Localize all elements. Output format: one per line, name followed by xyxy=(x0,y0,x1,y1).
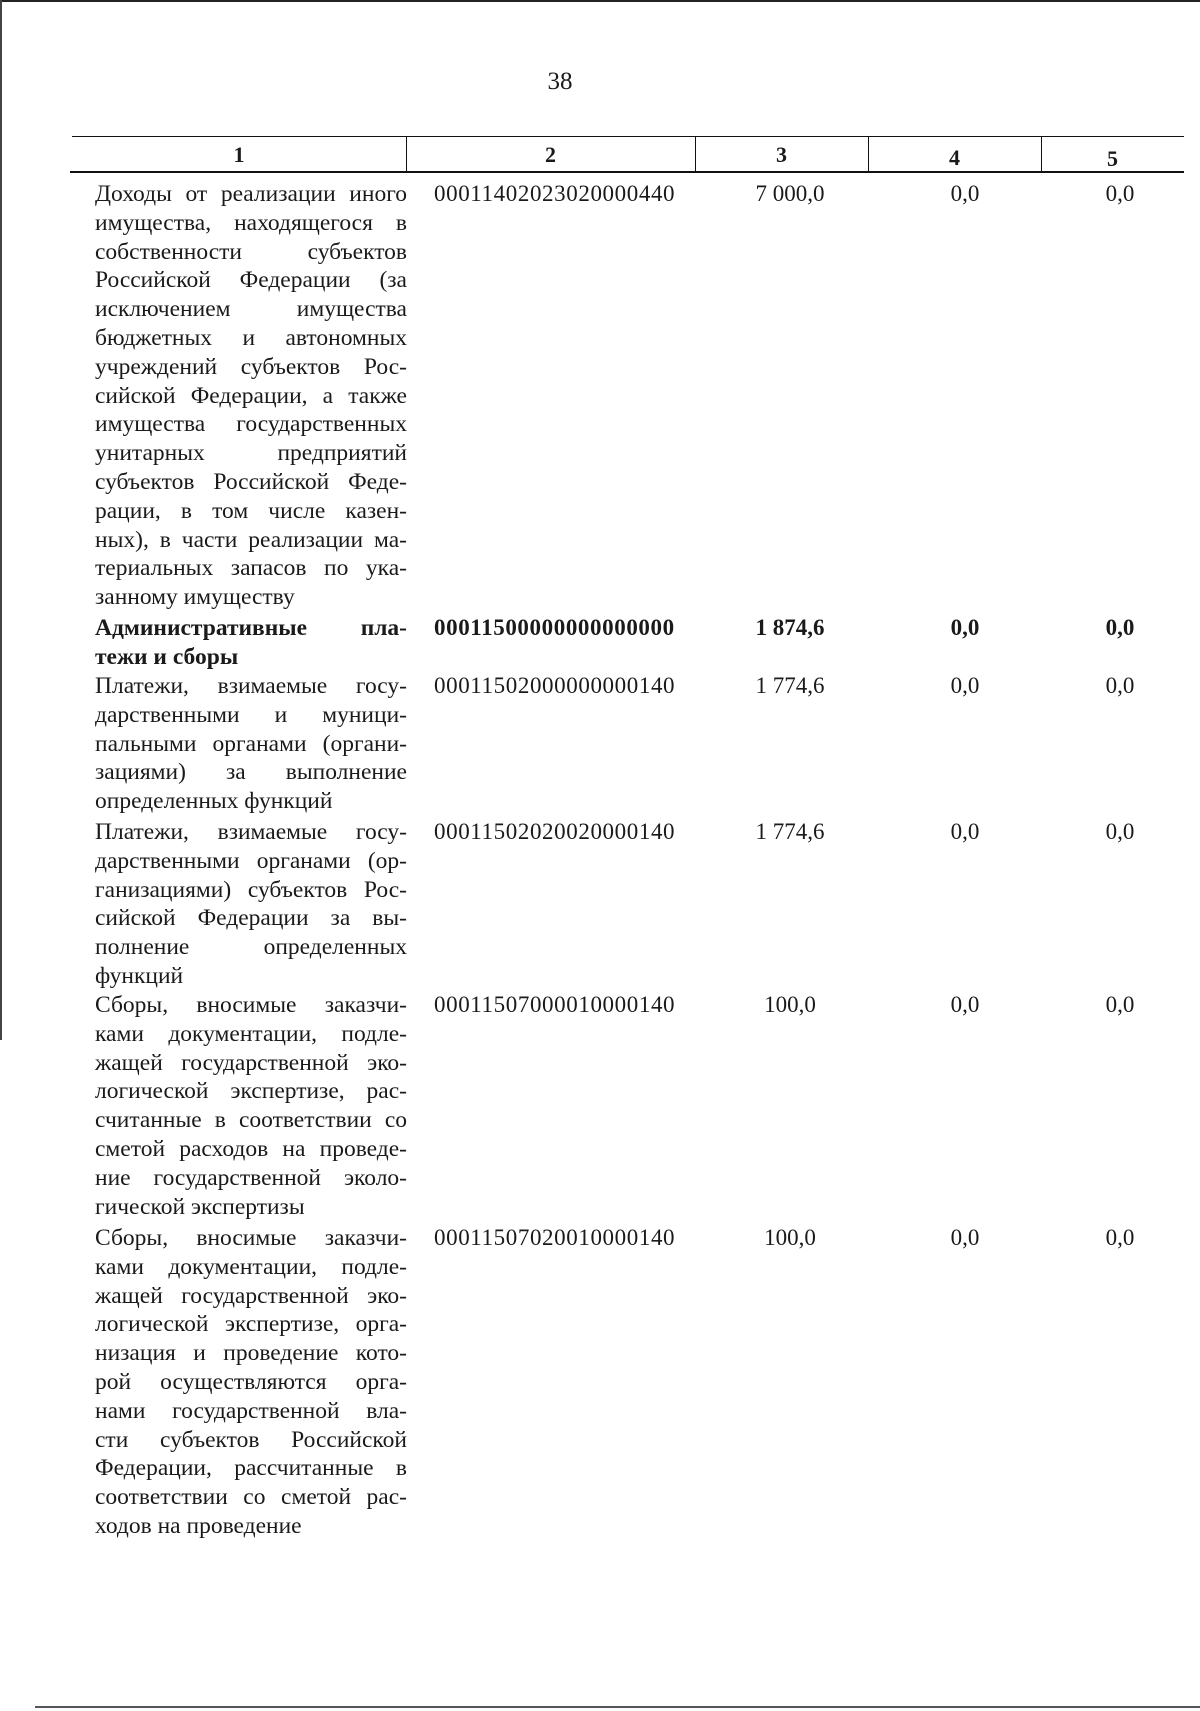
row-value-col4: 0,0 xyxy=(950,673,980,698)
description-line: логической экспертизе, рас- xyxy=(95,1078,407,1105)
row-description xyxy=(95,614,407,672)
description-line: ками документации, подле- xyxy=(95,1253,407,1280)
row-value-col4: 0,0 xyxy=(950,1225,980,1250)
description-line: рой осуществляются орга- xyxy=(95,1368,407,1395)
description-line: собственности субъектов xyxy=(95,238,407,265)
row-code: 00011507000010000140 xyxy=(434,992,676,1017)
description-line: зациями) за выполнение xyxy=(95,759,407,786)
description-line: Доходы от реализации иного xyxy=(95,181,407,207)
description-line: териальных запасов по ука- xyxy=(95,555,407,582)
row-value-col3: 1 774,6 xyxy=(755,673,825,698)
row-code: 00011502020020000140 xyxy=(434,819,676,844)
description-line: низация и проведение кото- xyxy=(95,1340,407,1367)
row-value-col5: 0,0 xyxy=(1105,673,1135,698)
description-line: ходов на проведение xyxy=(95,1512,302,1539)
description-line: ганизациями) субъектов Рос- xyxy=(95,876,407,903)
row-value-col5: 0,0 xyxy=(1105,615,1135,640)
column-header-1: 1 xyxy=(233,142,245,167)
description-line: Федерации, рассчитанные в xyxy=(95,1455,407,1482)
row-value-col5: 0,0 xyxy=(1105,819,1135,844)
column-header-2: 2 xyxy=(545,142,556,167)
description-line: нами государственной вла- xyxy=(95,1397,407,1424)
description-line: Административные пла- xyxy=(95,615,407,641)
row-value-col5: 0,0 xyxy=(1105,992,1135,1017)
description-line: тежи и сборы xyxy=(95,643,239,670)
description-line: рации, в том числе казен- xyxy=(95,497,407,524)
description-line: ками документации, подле- xyxy=(95,1020,407,1047)
column-header-5: 5 xyxy=(1107,146,1118,171)
row-description xyxy=(95,1224,407,1541)
description-line: жащей государственной эко- xyxy=(95,1049,407,1076)
description-line: ных), в части реализации ма- xyxy=(95,526,407,553)
description-line: Российской Федерации (за xyxy=(95,267,407,294)
description-line: Сборы, вносимые заказчи- xyxy=(95,992,407,1018)
description-line: жащей государственной эко- xyxy=(95,1282,407,1309)
description-line: сийской Федерации за вы- xyxy=(95,905,407,932)
description-line: сметой расходов на проведе- xyxy=(95,1135,407,1162)
description-line: дарственными и муници- xyxy=(95,701,407,728)
row-value-col3: 100,0 xyxy=(764,1225,816,1250)
row-code: 00011507020010000140 xyxy=(434,1225,676,1250)
description-line: субъектов Российской Феде- xyxy=(95,468,407,495)
row-value-col5: 0,0 xyxy=(1105,1225,1135,1250)
row-value-col4: 0,0 xyxy=(950,992,980,1017)
description-line: полнение определенных xyxy=(95,934,407,961)
description-line: учреждений субъектов Рос- xyxy=(95,353,407,380)
row-value-col4: 0,0 xyxy=(950,615,980,640)
description-line: считанные в соответствии со xyxy=(95,1107,407,1134)
description-line: ние государственной эколо- xyxy=(95,1164,407,1191)
description-line: Платежи, взимаемые госу- xyxy=(95,673,407,699)
row-code: 00011402023020000440 xyxy=(434,181,676,206)
scan-border-top xyxy=(0,0,1200,2)
row-value-col4: 0,0 xyxy=(950,819,980,844)
row-description xyxy=(95,818,407,991)
row-description xyxy=(95,180,407,612)
description-line: определенных функций xyxy=(95,788,333,815)
row-value-col3: 7 000,0 xyxy=(755,181,825,206)
description-line: гической экспертизы xyxy=(95,1193,305,1220)
column-header-4: 4 xyxy=(949,145,960,170)
description-line: пальными органами (органи- xyxy=(95,730,407,757)
description-line: исключением имущества xyxy=(95,296,407,323)
scan-border-left xyxy=(0,0,2,1040)
description-line: сийской Федерации, а также xyxy=(95,382,407,409)
description-line: сти субъектов Российской xyxy=(95,1426,407,1453)
row-code: 00011502000000000140 xyxy=(434,673,676,698)
scan-border-bottom xyxy=(35,1706,1200,1708)
page-number: 38 xyxy=(547,68,573,95)
description-line: функций xyxy=(95,962,184,989)
row-description xyxy=(95,672,407,816)
description-line: дарственными органами (ор- xyxy=(95,847,407,874)
row-value-col3: 1 874,6 xyxy=(755,615,825,640)
description-line: занному имуществу xyxy=(95,584,295,611)
row-description xyxy=(95,991,407,1221)
description-line: бюджетных и автономных xyxy=(95,324,407,351)
description-line: имущества, находящегося в xyxy=(95,209,407,236)
description-line: Платежи, взимаемые госу- xyxy=(95,819,407,845)
row-value-col3: 1 774,6 xyxy=(755,819,825,844)
row-value-col4: 0,0 xyxy=(950,181,980,206)
description-line: логической экспертизе, орга- xyxy=(95,1311,407,1338)
table-header-top-rule xyxy=(72,136,1184,137)
description-line: имущества государственных xyxy=(95,411,407,438)
column-header-3: 3 xyxy=(776,142,787,167)
row-code: 00011500000000000000 xyxy=(434,615,675,640)
description-line: унитарных предприятий xyxy=(95,440,407,467)
description-line: соответствии со сметой рас- xyxy=(95,1484,407,1511)
table-header-bottom-rule xyxy=(70,171,1184,173)
row-value-col3: 100,0 xyxy=(764,992,816,1017)
row-value-col5: 0,0 xyxy=(1105,181,1135,206)
description-line: Сборы, вносимые заказчи- xyxy=(95,1225,407,1251)
